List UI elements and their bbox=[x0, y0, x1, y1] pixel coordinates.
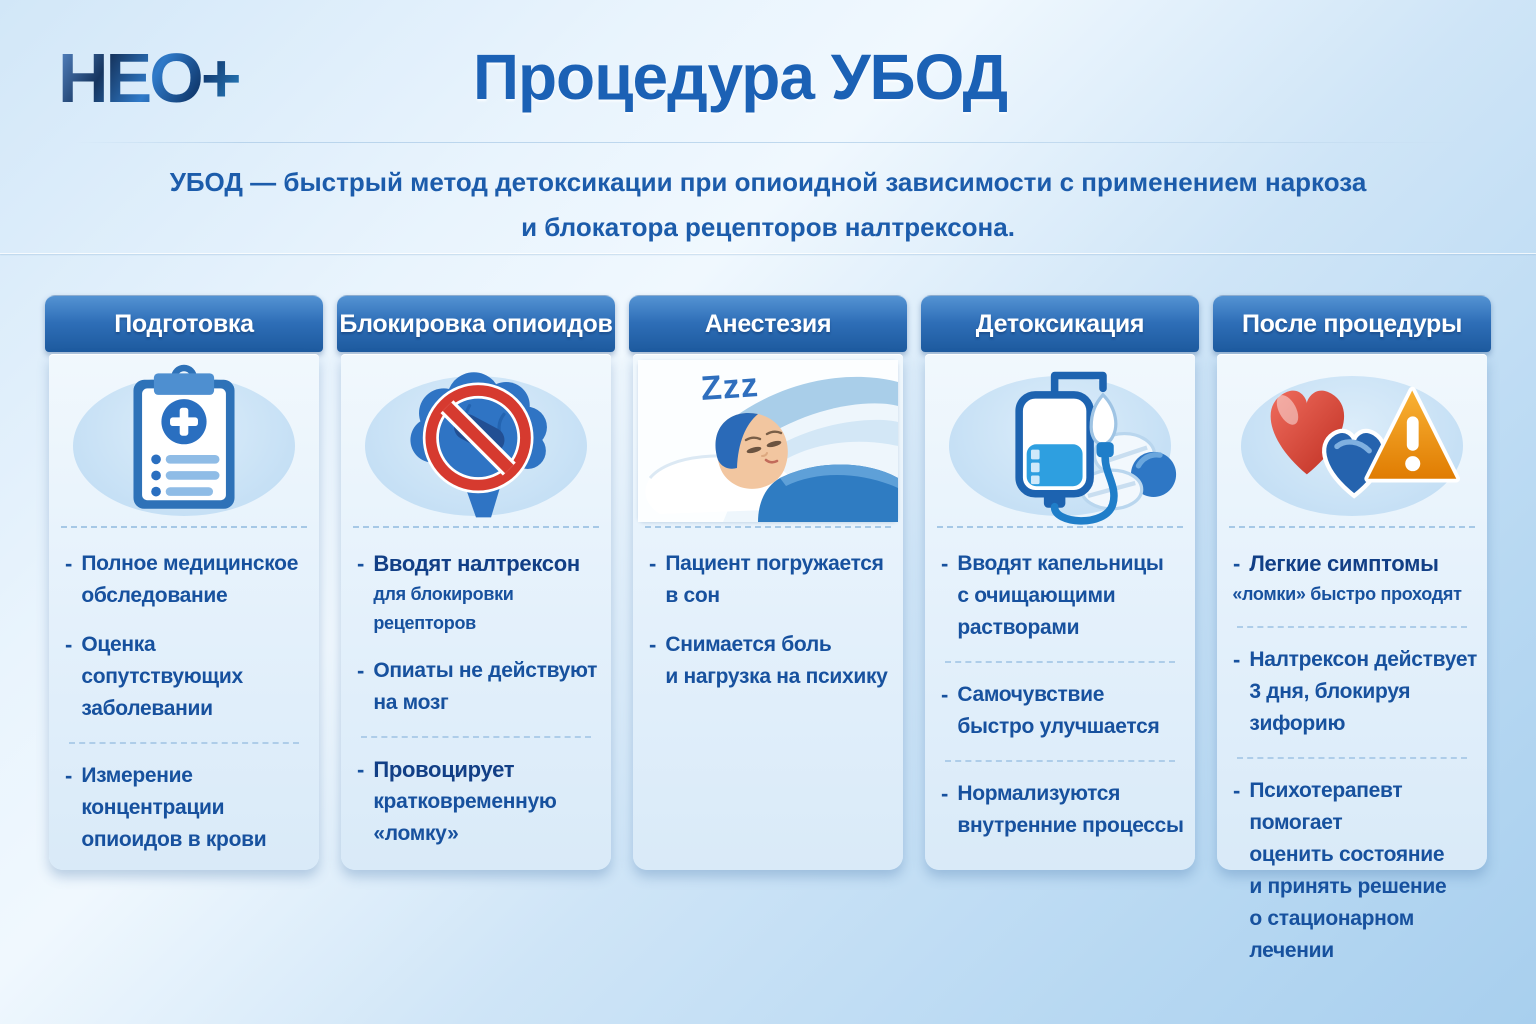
item-line: «ломку» bbox=[373, 822, 459, 845]
dashed-divider bbox=[69, 742, 299, 744]
item-line: быстро улучшается bbox=[957, 715, 1160, 738]
dashed-divider bbox=[1237, 757, 1467, 759]
card-podgotovka bbox=[45, 295, 323, 870]
bullet-dash: - bbox=[941, 682, 949, 707]
item-line: Вводят капельницы bbox=[957, 552, 1164, 575]
item-line: «ломки» быстро проходят bbox=[1232, 584, 1462, 604]
clipboard-medical-icon bbox=[49, 354, 319, 526]
brain-blocked-icon bbox=[341, 354, 611, 526]
page-subtitle bbox=[80, 160, 1456, 250]
sleeping-patient-icon bbox=[638, 360, 898, 522]
list-item bbox=[941, 778, 1185, 842]
card-title: Блокировка опиоидов bbox=[339, 309, 613, 338]
item-line: заболевании bbox=[81, 697, 213, 720]
bullet-dash: - bbox=[357, 757, 365, 782]
item-line: 3 дня, блокируя зифорию bbox=[1249, 680, 1411, 735]
card-body bbox=[633, 354, 903, 870]
list-item bbox=[649, 548, 893, 612]
bullet-dash: - bbox=[65, 763, 73, 788]
list-item bbox=[357, 754, 601, 850]
item-line: Нормализуются bbox=[957, 782, 1121, 805]
item-line: оценить состояние bbox=[1249, 843, 1445, 866]
item-line: кратковременную bbox=[373, 790, 557, 813]
bullet-dash: - bbox=[1233, 778, 1241, 803]
bullet-dash: - bbox=[65, 632, 73, 657]
neo-plus-logo: НЕО+ bbox=[58, 39, 239, 117]
icon-area bbox=[925, 354, 1195, 526]
item-line: Оценка сопутствующих bbox=[81, 633, 243, 688]
item-line: на мозг bbox=[373, 691, 449, 714]
card-header-posle-procedury bbox=[1213, 295, 1491, 352]
card-blokirovka bbox=[337, 295, 615, 870]
item-line: Снимается боль bbox=[665, 633, 832, 656]
bullet-list bbox=[633, 528, 903, 720]
item-line: Измерение концентрации bbox=[81, 764, 225, 819]
item-line: о стационарном лечении bbox=[1249, 907, 1415, 962]
item-line: Самочувствие bbox=[957, 683, 1105, 706]
steps-row bbox=[45, 295, 1491, 962]
hearts-warning-icon bbox=[1217, 354, 1487, 526]
dashed-divider bbox=[945, 661, 1175, 663]
card-title: После процедуры bbox=[1242, 309, 1462, 338]
card-header-podgotovka bbox=[45, 295, 323, 352]
bullet-list bbox=[49, 528, 319, 883]
list-item bbox=[941, 679, 1185, 743]
sleeping-patient-art bbox=[638, 360, 898, 522]
bullet-dash: - bbox=[357, 551, 365, 576]
card-body bbox=[1217, 354, 1487, 962]
header-divider bbox=[75, 142, 1464, 143]
subtitle-line-1: УБОД — быстрый метод детоксикации при опиоидной зависимости с применением наркоза bbox=[169, 167, 1367, 197]
subtitle-line-2: и блокатора рецепторов налтрексона. bbox=[521, 212, 1015, 242]
bullet-dash: - bbox=[941, 781, 949, 806]
card-body bbox=[49, 354, 319, 870]
item-line: Опиаты не действуют bbox=[373, 659, 598, 682]
item-line: растворами bbox=[957, 616, 1080, 639]
section-divider bbox=[0, 253, 1536, 254]
item-line: для блокировки рецепторов bbox=[373, 584, 514, 633]
item-line: Провоцирует bbox=[373, 757, 515, 782]
item-line: Психотерапевт помогает bbox=[1249, 779, 1403, 834]
bullet-dash: - bbox=[65, 551, 73, 576]
card-header-blokirovka bbox=[337, 295, 615, 352]
item-line: Вводят налтрексон bbox=[373, 551, 580, 576]
item-line: Пациент погружается bbox=[665, 552, 884, 575]
card-title: Анестезия bbox=[704, 309, 832, 338]
item-line: и нагрузка на психику bbox=[665, 665, 888, 688]
bullet-dash: - bbox=[649, 551, 657, 576]
bullet-list bbox=[341, 528, 611, 877]
list-item bbox=[941, 548, 1185, 644]
card-body bbox=[341, 354, 611, 870]
icon-area bbox=[341, 354, 611, 526]
list-item bbox=[65, 629, 309, 725]
page-title: Процедура УБОД bbox=[472, 41, 1008, 113]
item-line: Легкие симптомы bbox=[1249, 551, 1439, 576]
list-item bbox=[1233, 548, 1477, 609]
item-line: Налтрексон действует bbox=[1249, 648, 1477, 671]
dashed-divider bbox=[361, 736, 591, 738]
card-header-anesteziya bbox=[629, 295, 907, 352]
list-item bbox=[65, 760, 309, 856]
bullet-dash: - bbox=[649, 632, 657, 657]
list-item bbox=[65, 548, 309, 612]
item-line: с очищающими bbox=[957, 584, 1116, 607]
list-item bbox=[1233, 775, 1477, 967]
bullet-dash: - bbox=[357, 658, 365, 683]
item-line: внутренние процессы bbox=[957, 814, 1184, 837]
card-title: Подготовка bbox=[114, 309, 254, 338]
list-item bbox=[357, 655, 601, 719]
list-item bbox=[1233, 644, 1477, 740]
item-line: обследование bbox=[81, 584, 228, 607]
icon-area bbox=[633, 354, 903, 526]
bullet-list bbox=[925, 528, 1195, 869]
card-header-detoksikaciya bbox=[921, 295, 1199, 352]
bullet-dash: - bbox=[1233, 551, 1241, 576]
iv-drip-pills-icon bbox=[925, 354, 1195, 526]
list-item bbox=[357, 548, 601, 638]
bullet-dash: - bbox=[1233, 647, 1241, 672]
item-line: опиоидов в крови bbox=[81, 828, 267, 851]
icon-area bbox=[49, 354, 319, 526]
bullet-dash: - bbox=[941, 551, 949, 576]
card-body bbox=[925, 354, 1195, 870]
item-line: и принять решение bbox=[1249, 875, 1447, 898]
list-item bbox=[649, 629, 893, 693]
item-line: Полное медицинское bbox=[81, 552, 299, 575]
card-detoksikaciya bbox=[921, 295, 1199, 870]
item-line: в сон bbox=[665, 584, 720, 607]
card-title: Детоксикация bbox=[975, 309, 1145, 338]
card-anesteziya bbox=[629, 295, 907, 870]
icon-area bbox=[1217, 354, 1487, 526]
dashed-divider bbox=[1237, 626, 1467, 628]
bullet-list bbox=[1217, 528, 1487, 994]
card-posle-procedury bbox=[1213, 295, 1491, 962]
dashed-divider bbox=[945, 760, 1175, 762]
zzz-label: Zzz bbox=[699, 366, 761, 408]
